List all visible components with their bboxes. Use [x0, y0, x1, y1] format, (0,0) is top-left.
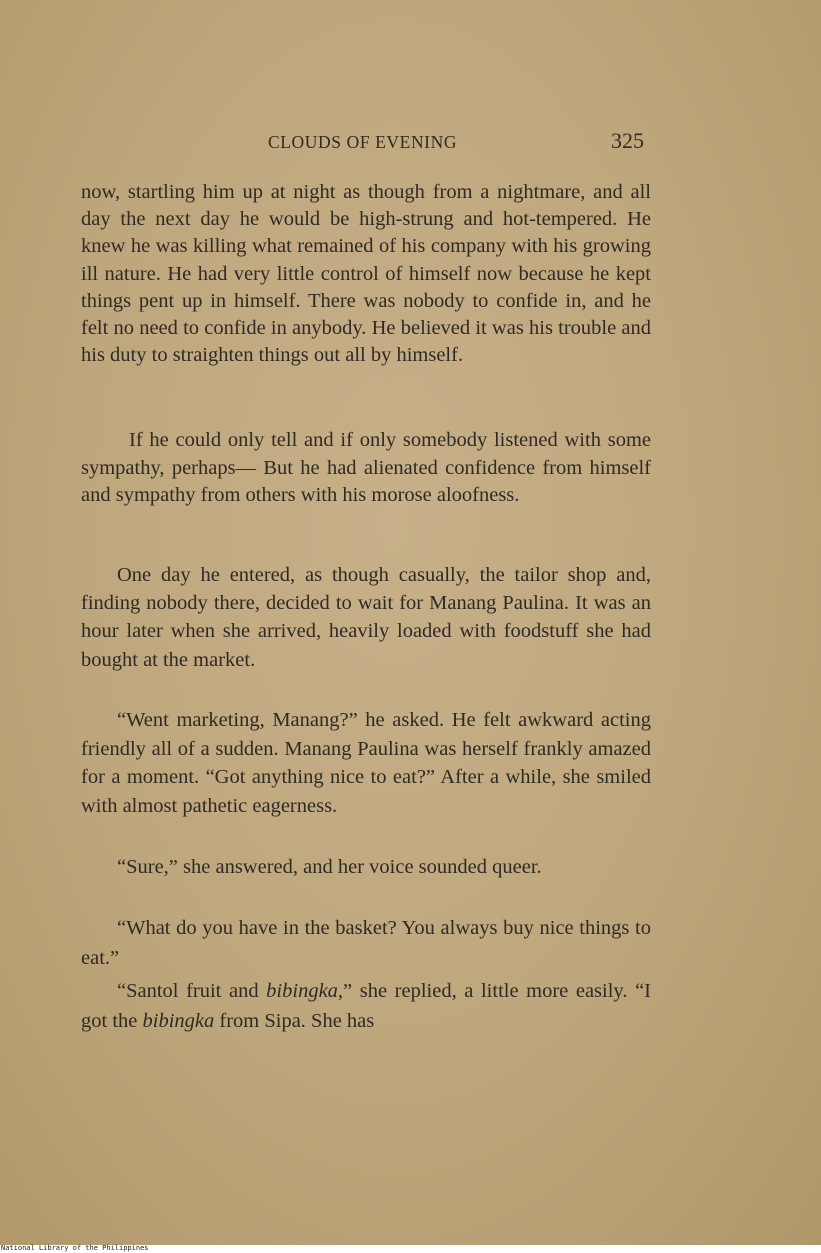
paragraph-5 [81, 852, 651, 882]
paragraph-text: “Sure,” she answered, and her voice sounded queer. [117, 856, 542, 878]
page-number: 325 [611, 128, 644, 153]
text-run: “Santol fruit and [117, 980, 267, 1002]
text-run: from Sipa. She has [214, 1010, 375, 1032]
paragraph-2 [81, 427, 651, 510]
paragraph-text: “What do you have in the basket? You always buy nice things to eat.” [81, 917, 651, 969]
paragraph-text: One day he entered, as though casually, the tailor shop and, finding nobody there, decided to wait for Manang Paulina. It was an hour later when she arrived, heavily loaded with foodstuff she had bought at the market. [81, 564, 651, 671]
running-title: CLOUDS OF EVENING [268, 132, 458, 152]
paragraph-text: If he could only tell and if only somebody listened with some sympathy, perhaps— But he had alienated confidence from himself and sympathy from others with his morose aloofness. [81, 429, 651, 506]
paragraph-text: “Went marketing, Manang?” he asked. He felt awkward acting friendly all of a sudden. Manang Paulina was herself frankly amazed for a moment. “Got anything nice to eat?” After a while, she smiled with almost pathetic eagerness. [81, 709, 651, 817]
paragraph-6 [81, 913, 651, 973]
paragraph-4 [81, 706, 651, 820]
text-run: ” she replied, a little more easily. “I got the [81, 980, 651, 1032]
italic-term: bibingka [142, 1010, 215, 1032]
paragraph-1 [81, 179, 651, 369]
library-watermark: National Library of the Philippines [1, 1244, 149, 1252]
paragraph-text [81, 976, 651, 1036]
paragraph-text: now, startling him up at night as though from a nightmare, and all day the next day he would be high-strung and hot-tempered. He knew he was killing what remained of his company with his growing ill nature. He had very little control of himself now because he kept things pent up in himself. There was nobody to confide in, and he felt no need to confide in anybody. He believed it was his trouble and his duty to straighten things out all by himself. [81, 181, 651, 367]
paragraph-3 [81, 561, 651, 674]
italic-term: bibingka, [266, 980, 344, 1002]
paragraph-7 [81, 976, 651, 1036]
